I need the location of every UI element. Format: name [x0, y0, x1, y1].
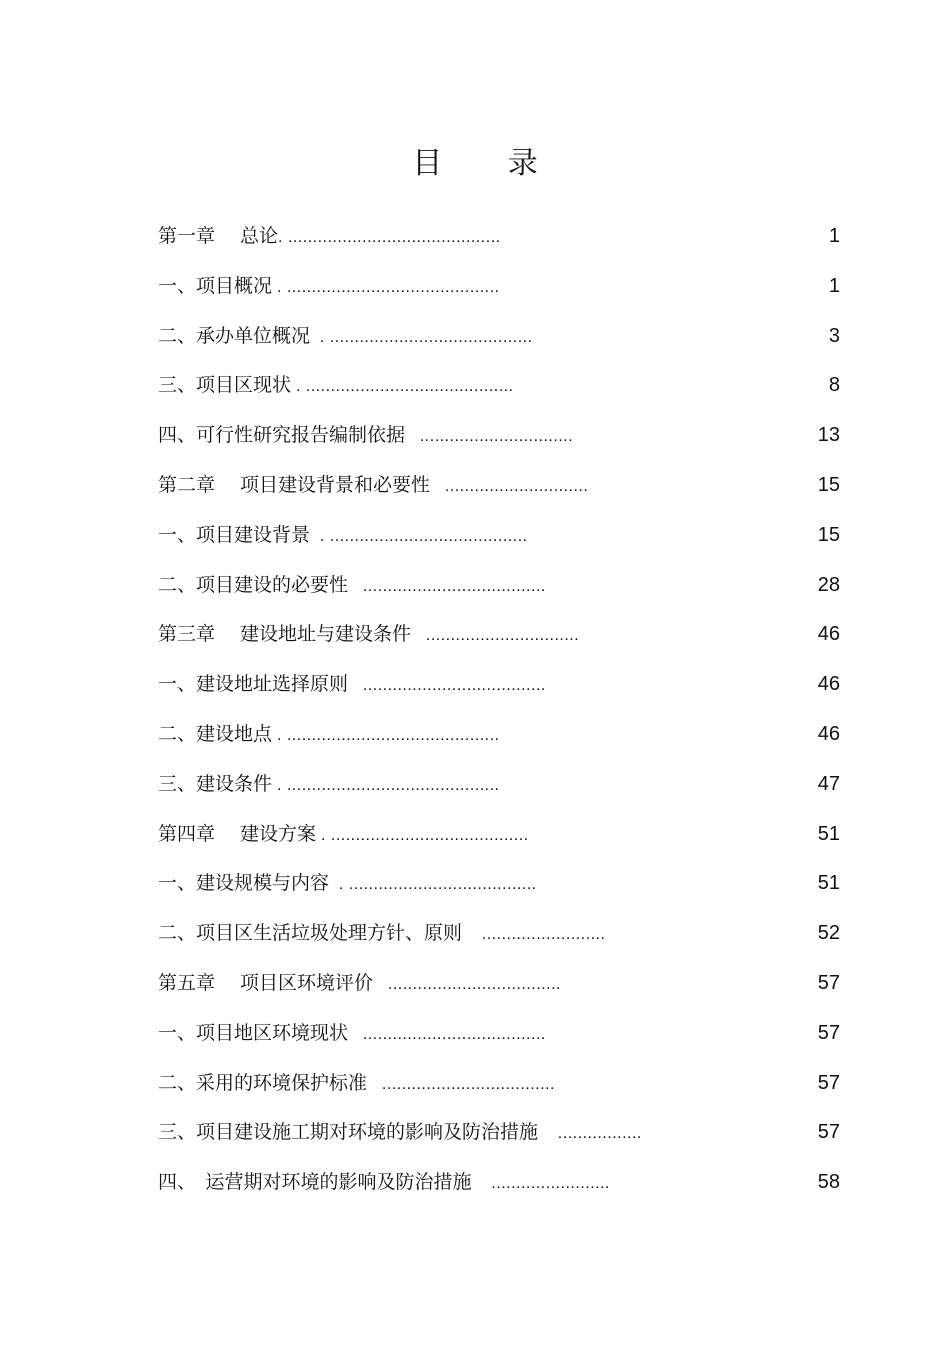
toc-entry-page-number: 51 [817, 872, 840, 895]
toc-entry [158, 961, 840, 1011]
toc-entry [158, 712, 840, 762]
toc-entry-label: 一、项目概况 [158, 274, 273, 297]
toc-entry-leader-dots: . .......................................... [291, 378, 514, 396]
toc-entry-page-number: 3 [828, 324, 840, 347]
toc-entry-leader-dots: ..................................... [348, 577, 546, 595]
toc-entry-leader-dots: ........................ [471, 1175, 610, 1193]
toc-entry-page-number: 46 [817, 673, 840, 696]
toc-entry [158, 1011, 840, 1061]
toc-entry-label: 第三章 建设地址与建设条件 [158, 623, 412, 646]
toc-entry-page-number: 1 [828, 225, 840, 247]
toc-entry-leader-dots: ............................... [405, 428, 574, 446]
toc-entry-page-number: 46 [817, 722, 840, 745]
toc-entry-page-number: 57 [817, 1021, 840, 1044]
toc-entry-page-number: 15 [817, 473, 840, 496]
toc-entry-page-number: 46 [817, 623, 840, 646]
toc-entry [158, 314, 840, 364]
toc-entry-page-number: 57 [817, 1121, 840, 1144]
toc-entry-page-number: 28 [817, 573, 840, 596]
toc-entry [158, 812, 840, 862]
toc-entry [158, 762, 840, 812]
toc-entry [158, 214, 840, 264]
toc-list [158, 214, 840, 1210]
toc-entry-leader-dots: ................................... [373, 975, 561, 993]
toc-entry-label: 第一章 总论 [158, 225, 279, 247]
toc-entry-label: 二、建设地点 [158, 722, 273, 745]
toc-entry-leader-dots: ................. [538, 1125, 642, 1143]
toc-entry-leader-dots: . ........................................ [316, 826, 529, 844]
toc-entry-leader-dots: . ...................................... [329, 876, 537, 894]
toc-entry-label: 第五章 项目区环境评价 [158, 971, 374, 994]
toc-entry [158, 911, 840, 961]
toc-entry [158, 264, 840, 314]
toc-entry-label: 三、项目建设施工期对环境的影响及防治措施 [158, 1121, 539, 1144]
toc-entry [158, 662, 840, 712]
toc-entry-label: 第二章 项目建设背景和必要性 [158, 473, 431, 496]
toc-entry-page-number: 51 [817, 822, 840, 845]
toc-entry-leader-dots: ......................... [462, 926, 606, 944]
toc-entry-page-number: 15 [817, 523, 840, 546]
toc-entry-label: 三、项目区现状 [158, 374, 292, 397]
toc-entry [158, 1160, 840, 1210]
toc-entry-label: 二、采用的环境保护标准 [158, 1071, 368, 1094]
toc-entry [158, 612, 840, 662]
toc-entry [158, 363, 840, 413]
toc-entry-label: 第四章 建设方案 [158, 822, 317, 845]
toc-entry-label: 三、建设条件 [158, 772, 273, 795]
toc-entry-label: 一、项目地区环境现状 [158, 1021, 349, 1044]
toc-entry-page-number: 57 [817, 1071, 840, 1094]
toc-entry-page-number: 52 [817, 922, 840, 945]
toc-entry-leader-dots: . ........................................... [272, 726, 500, 744]
toc-entry-label: 四、可行性研究报告编制依据 [158, 424, 406, 447]
toc-entry-label: 一、建设规模与内容 [158, 872, 330, 895]
toc-entry [158, 413, 840, 463]
toc-entry-leader-dots: ..................................... [348, 1025, 546, 1043]
toc-entry-page-number: 58 [817, 1171, 840, 1194]
toc-entry-leader-dots: . ........................................... [272, 776, 500, 794]
toc-entry-leader-dots: ............................... [411, 627, 580, 645]
toc-entry-page-number: 57 [817, 971, 840, 994]
toc-entry-label: 二、承办单位概况 [158, 324, 311, 347]
toc-entry-leader-dots: . ........................................... [272, 278, 500, 296]
toc-entry-leader-dots: ................................... [367, 1075, 555, 1093]
toc-entry-leader-dots: . ........................................... [278, 229, 501, 246]
toc-entry-label: 一、建设地址选择原则 [158, 673, 349, 696]
toc-entry-leader-dots: ..................................... [348, 677, 546, 695]
toc-entry-page-number: 47 [817, 772, 840, 795]
page-title: 目 录 [412, 146, 566, 181]
toc-entry-page-number: 13 [817, 424, 840, 447]
toc-entry-leader-dots: . ........................................ [310, 527, 528, 545]
toc-entry-leader-dots: . ......................................... [310, 328, 533, 346]
toc-entry [158, 1061, 840, 1111]
toc-entry-page-number: 1 [828, 274, 840, 297]
toc-entry-label: 二、项目建设的必要性 [158, 573, 349, 596]
toc-entry [158, 463, 840, 513]
toc-entry [158, 513, 840, 563]
toc-entry [158, 563, 840, 613]
toc-entry-label: 四、 运营期对环境的影响及防治措施 [158, 1171, 472, 1194]
toc-entry [158, 1110, 840, 1160]
toc-entry-label: 一、项目建设背景 [158, 523, 311, 546]
toc-entry-leader-dots: ............................. [430, 477, 589, 495]
toc-entry-label: 二、项目区生活垃圾处理方针、原则 [158, 922, 463, 945]
toc-entry [158, 861, 840, 911]
toc-entry-page-number: 8 [828, 374, 840, 397]
